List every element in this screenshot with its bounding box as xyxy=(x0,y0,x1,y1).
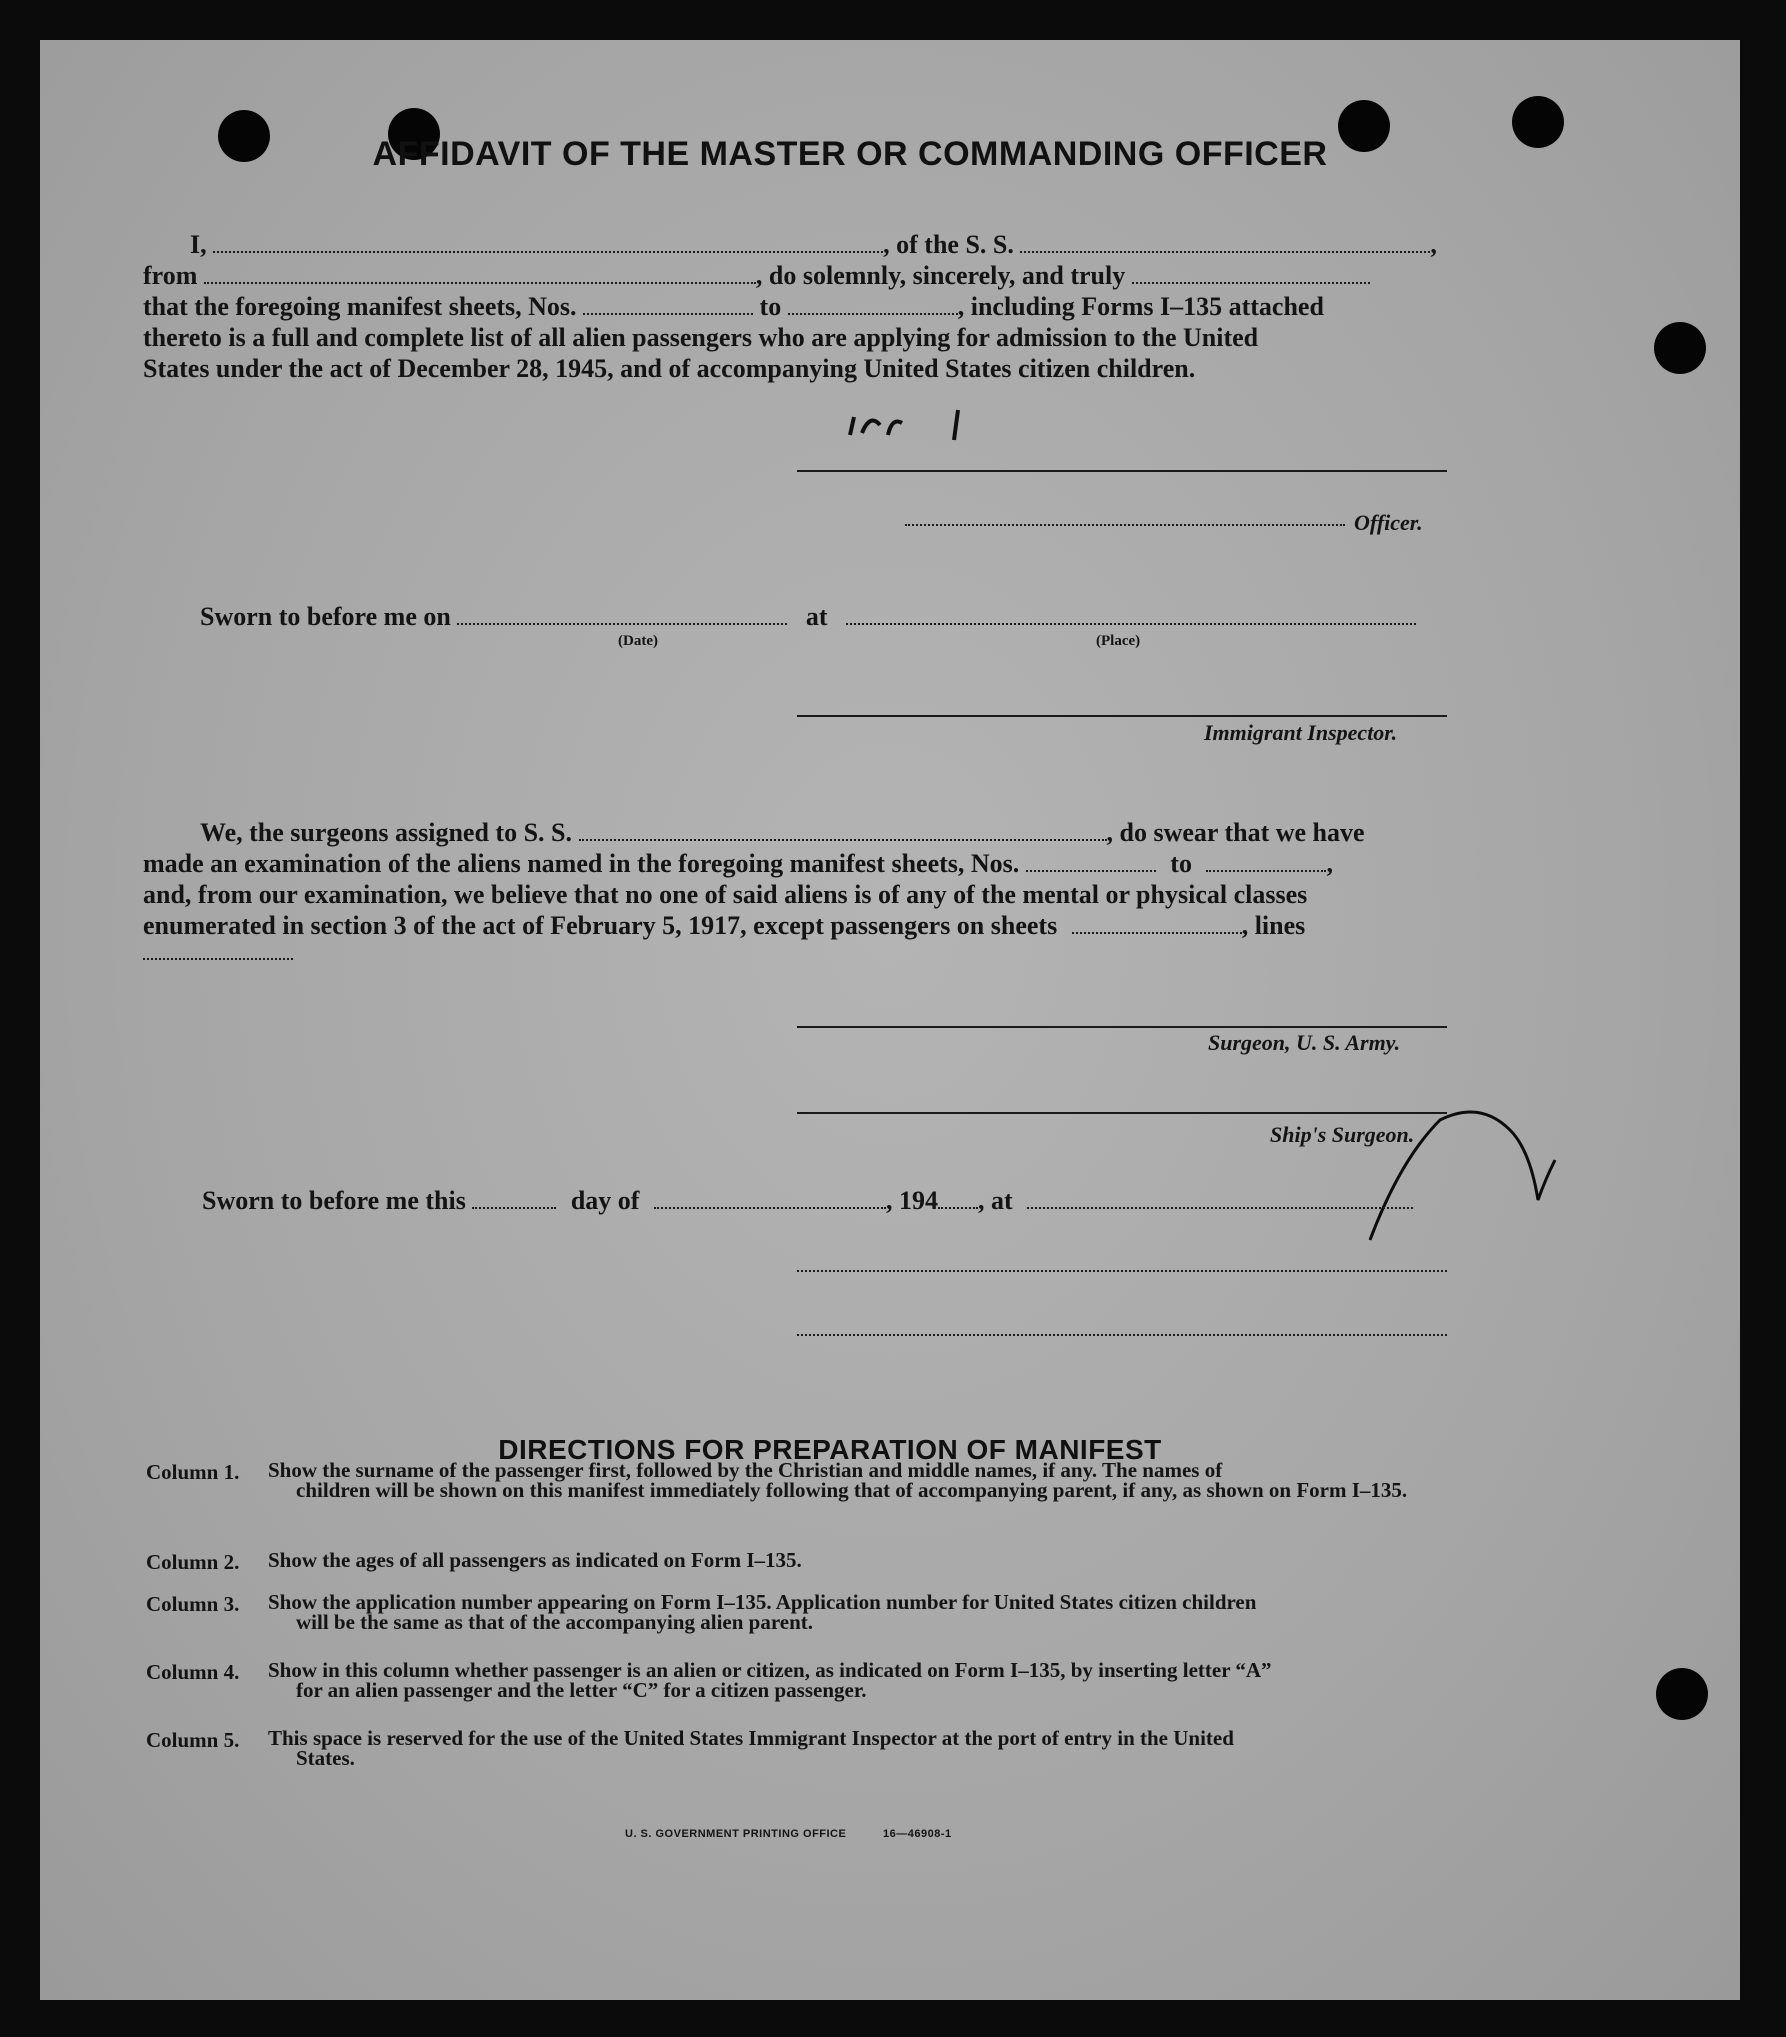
direction-column-text xyxy=(268,1460,1448,1500)
officer-line xyxy=(905,524,1345,526)
officer-label: Officer. xyxy=(1354,510,1423,535)
direction-column-text xyxy=(268,1728,1448,1768)
date-caption: (Date) xyxy=(618,633,658,649)
printing-office: U. S. GOVERNMENT PRINTING OFFICE xyxy=(625,1828,847,1840)
affidavit-line-2: from , do solemnly, sincerely, and truly xyxy=(143,261,1370,291)
sworn-line-2: Sworn to before me this day of , 194 , at xyxy=(202,1186,1413,1216)
direction-text-first: Show the ages of all passengers as indicated on Form I–135. xyxy=(268,1548,802,1572)
ship-surgeon-label: Ship's Surgeon. xyxy=(1270,1122,1415,1147)
signature-mark xyxy=(840,405,980,445)
directions-title: DIRECTIONS FOR PREPARATION OF MANIFEST xyxy=(498,1434,1162,1465)
direction-text-continuation: will be the same as that of the accompanying alien parent. xyxy=(296,1610,814,1634)
surgeons-line-3: and, from our examination, we believe that no one of said aliens is of any of the mental or physical classes xyxy=(143,880,1308,909)
direction-column-label: Column 5. xyxy=(146,1728,240,1752)
army-surgeon-line xyxy=(797,1026,1447,1028)
direction-text-first: This space is reserved for the use of the United States Immigrant Inspector at the port of entry in the United xyxy=(268,1726,1234,1750)
inspector-signature-line xyxy=(797,715,1447,717)
punch-hole xyxy=(1654,322,1706,374)
affidavit-line-4: thereto is a full and complete list of all alien passengers who are applying for admission to the United xyxy=(143,323,1259,352)
punch-hole xyxy=(1656,1668,1708,1720)
witness-line-2 xyxy=(797,1334,1447,1336)
document-page xyxy=(40,40,1740,2000)
affidavit-line-1: I, , of the S. S. , xyxy=(190,230,1437,259)
affidavit-line-5: States under the act of December 28, 1945, and of accompanying United States citizen children. xyxy=(143,354,1196,383)
direction-column-label: Column 4. xyxy=(146,1660,240,1684)
place-caption: (Place) xyxy=(1096,633,1141,649)
direction-text-continuation: States. xyxy=(296,1746,355,1770)
direction-text-first: Show the application number appearing on Form I–135. Application number for United States citizen children xyxy=(268,1590,1257,1614)
direction-column-label: Column 1. xyxy=(146,1460,240,1484)
direction-text-continuation: for an alien passenger and the letter “C” for a citizen passenger. xyxy=(296,1678,867,1702)
signature-line xyxy=(797,470,1447,472)
handwritten-checkmark xyxy=(1350,1090,1590,1260)
affidavit-line-3: that the foregoing manifest sheets, Nos. to , including Forms I–135 attached xyxy=(143,292,1324,321)
surgeons-line-2: made an examination of the aliens named in the foregoing manifest sheets, Nos. to , xyxy=(143,849,1333,878)
lines-continuation xyxy=(143,958,293,960)
surgeons-line-1: We, the surgeons assigned to S. S. , do swear that we have xyxy=(200,818,1365,847)
direction-column-label: Column 2. xyxy=(146,1550,240,1574)
direction-column-text xyxy=(268,1592,1448,1632)
sworn-line-1: Sworn to before me on at xyxy=(200,602,1416,632)
army-surgeon-label: Surgeon, U. S. Army. xyxy=(1208,1030,1401,1055)
direction-column-text xyxy=(268,1550,1448,1570)
witness-line-1 xyxy=(797,1270,1447,1272)
surgeons-line-4: enumerated in section 3 of the act of February 5, 1917, except passengers on sheets , lines xyxy=(143,911,1306,940)
inspector-label: Immigrant Inspector. xyxy=(1204,720,1398,745)
direction-column-label: Column 3. xyxy=(146,1592,240,1616)
direction-text-first: Show in this column whether passenger is an alien or citizen, as indicated on Form I–135, by inserting letter “A” xyxy=(268,1658,1272,1682)
affidavit-title: AFFIDAVIT OF THE MASTER OR COMMANDING OFFICER xyxy=(372,135,1328,173)
direction-text-first: Show the surname of the passenger first, followed by the Christian and middle names, if any. The names of xyxy=(268,1458,1223,1482)
form-code: 16—46908-1 xyxy=(883,1828,952,1840)
direction-text-continuation: children will be shown on this manifest immediately following that of accompanying parent, if any, as shown on Form I–135. xyxy=(296,1478,1408,1502)
direction-column-text xyxy=(268,1660,1448,1700)
